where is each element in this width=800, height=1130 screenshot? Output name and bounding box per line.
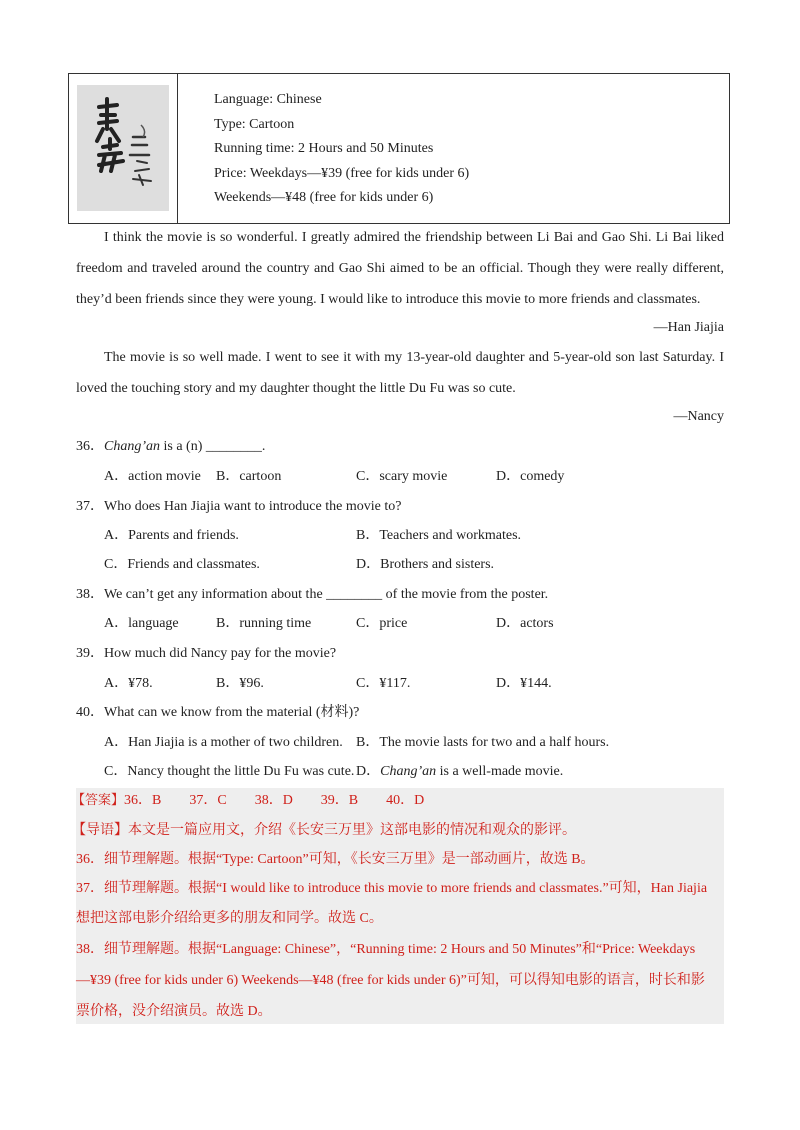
option-40-a[interactable]: A．Han Jiajia is a mother of two children. [104, 735, 343, 750]
question-text: We can’t get any information about the ________ of the movie from the poster. [104, 587, 549, 602]
option-37-c[interactable]: C．Friends and classmates. [104, 557, 260, 572]
answer-37-explanation-line2: 想把这部电影介绍给更多的朋友和同学。故选 C。 [76, 911, 383, 926]
guide-line [72, 820, 576, 842]
question-36 [76, 437, 265, 457]
poster-language: Language: Chinese [214, 92, 322, 107]
answer-38-explanation-line2: —¥39 (free for kids under 6) Weekends—¥48 (free for kids under 6)”可知，可以得知电影的语言，时长和影 [76, 973, 705, 988]
answer-key-line [72, 790, 424, 812]
poster-info [178, 74, 469, 223]
question-text: is a (n) ________. [160, 439, 266, 454]
review-han-jiajia: I think the movie is so wonderful. I greatly admired the friendship between Li Bai and Gao Shi. Li Bai liked freedom and traveled around the country and Gao Shi aimed to be an official. Though they were really different, they’d been friends since they were young. I would like to introduce this movie to more friends and classmates. [76, 230, 724, 307]
option-38-a[interactable]: A．language [104, 616, 179, 631]
movie-poster-box [68, 73, 730, 224]
poster-type: Type: Cartoon [214, 116, 295, 132]
option-36-a[interactable]: A．action movie [104, 469, 201, 484]
option-39-a[interactable]: A．¥78. [104, 676, 153, 691]
guide-label: 【导语】 [72, 823, 128, 838]
question-text: What can we know from the material (材料)? [104, 705, 360, 720]
review-nancy: The movie is so well made. I went to see it with my 13-year-old daughter and 5-year-old son last Saturday. I loved the touching story and my daughter thought the little Du Fu was so cute. [76, 350, 724, 396]
option-36-c[interactable]: C．scary movie [356, 469, 448, 484]
option-40-d[interactable] [356, 762, 563, 782]
option-38-b[interactable]: B．running time [216, 616, 312, 631]
option-38-d[interactable]: D．actors [496, 616, 554, 631]
poster-price-weekdays: Price: Weekdays—¥39 (free for kids under 6) [214, 165, 470, 181]
answer-38-explanation-line1: 38．细节理解题。根据“Language: Chinese”，“Running time: 2 Hours and 50 Minutes”和“Price: Weekdays [76, 942, 696, 957]
movie-poster-image-icon [77, 85, 169, 211]
answer-36-explanation: 36．细节理解题。根据“Type: Cartoon”可知，《长安三万里》是一部动画片，故选 B。 [76, 852, 595, 867]
question-39 [76, 644, 336, 664]
option-39-d[interactable]: D．¥144. [496, 676, 552, 691]
poster-image-cell [69, 74, 178, 223]
answer-values: 36．B 37．C 38．D 39．B 40．D [124, 793, 425, 808]
option-40-c[interactable]: C．Nancy thought the little Du Fu was cute. [104, 764, 355, 779]
movie-title: Chang’an [104, 439, 160, 454]
question-37 [76, 497, 401, 517]
answer-label: 【答案】 [72, 793, 125, 808]
option-37-a[interactable]: A．Parents and friends. [104, 528, 239, 543]
option-36-d[interactable]: D．comedy [496, 469, 565, 484]
question-text: How much did Nancy pay for the movie? [104, 646, 337, 661]
option-37-b[interactable]: B．Teachers and workmates. [356, 528, 522, 543]
poster-price-weekends: Weekends—¥48 (free for kids under 6) [214, 190, 434, 205]
option-37-d[interactable]: D．Brothers and sisters. [356, 557, 495, 572]
question-number: 40． [76, 705, 104, 720]
movie-title: Chang’an [380, 764, 437, 779]
option-40-b[interactable]: B．The movie lasts for two and a half hours. [356, 735, 610, 750]
question-number: 38． [76, 587, 104, 602]
review-author-han-jiajia: —Han Jiajia [653, 320, 724, 335]
option-38-c[interactable]: C．price [356, 616, 408, 631]
option-36-b[interactable]: B．cartoon [216, 469, 282, 484]
question-38 [76, 585, 548, 605]
option-39-b[interactable]: B．¥96. [216, 676, 264, 691]
option-39-c[interactable]: C．¥117. [356, 676, 411, 691]
answer-37-explanation-line1: 37．细节理解题。根据“I would like to introduce this movie to more friends and classmates.”可知，Han Jiajia [76, 881, 708, 896]
option-text: is a well-made movie. [436, 764, 564, 779]
poster-running-time: Running time: 2 Hours and 50 Minutes [214, 141, 434, 156]
question-number: 37． [76, 499, 104, 514]
option-letter: D． [356, 764, 381, 779]
review-author-nancy: —Nancy [673, 409, 724, 424]
answer-38-explanation-line3: 票价格，没介绍演员。故选 D。 [76, 1004, 272, 1019]
question-40 [76, 703, 359, 723]
question-number: 36． [76, 439, 104, 454]
question-text: Who does Han Jiajia want to introduce the movie to? [104, 499, 402, 514]
guide-text: 本文是一篇应用文，介绍《长安三万里》这部电影的情况和观众的影评。 [128, 823, 576, 838]
question-number: 39． [76, 646, 104, 661]
